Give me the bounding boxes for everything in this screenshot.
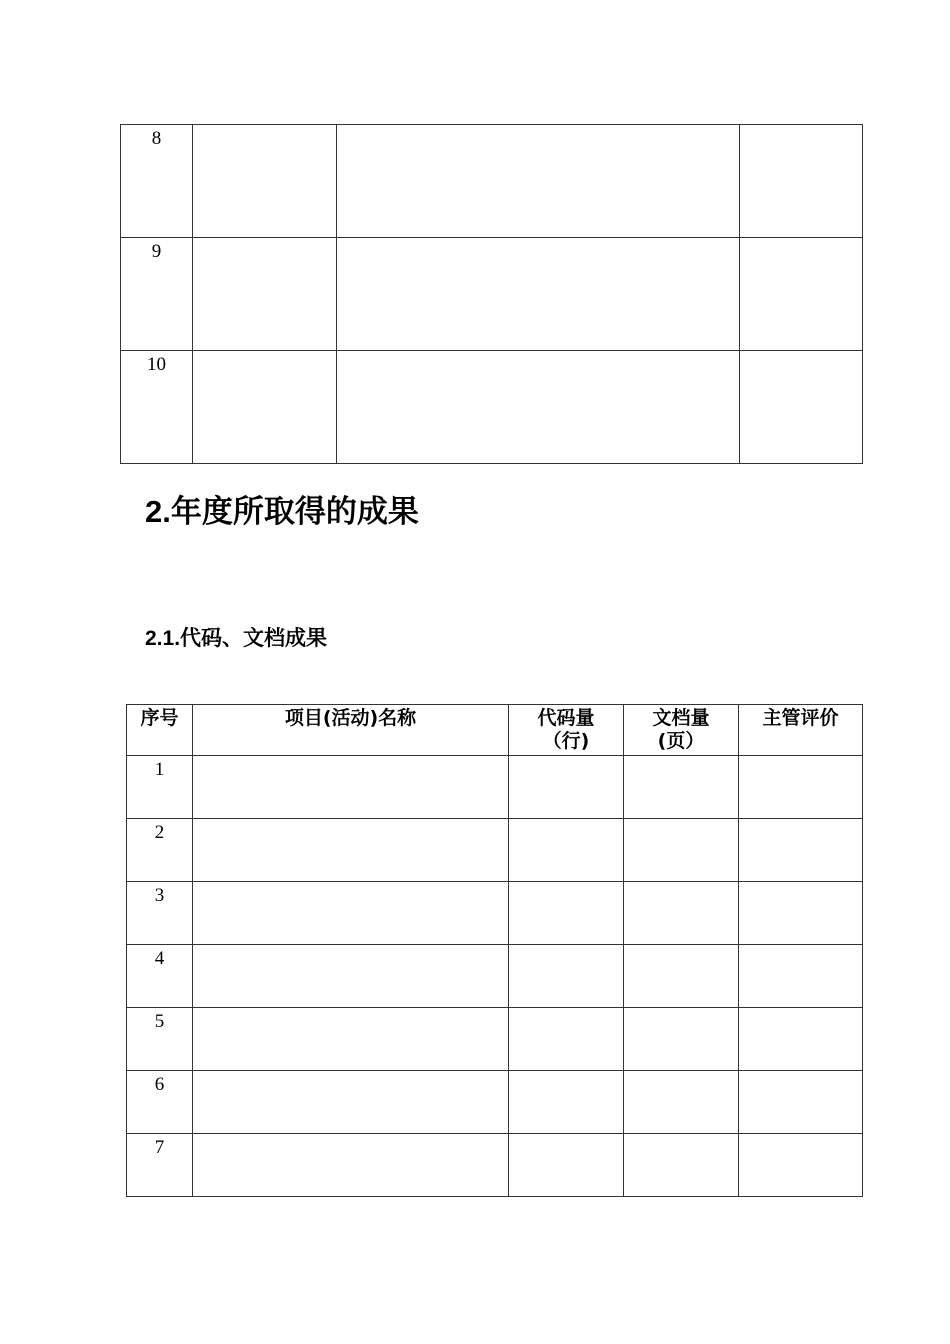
table-row (127, 756, 863, 819)
section-number: 2. (145, 494, 171, 529)
table-cell[interactable] (193, 238, 337, 351)
table-row (121, 125, 863, 238)
table-cell[interactable] (739, 1008, 863, 1071)
table-cell[interactable] (740, 238, 863, 351)
table-cell[interactable] (624, 756, 739, 819)
table-cell[interactable] (509, 882, 624, 945)
row-number: 1 (127, 756, 193, 819)
header-code-line1: 代码量 (537, 707, 595, 729)
table-cell[interactable] (193, 1008, 509, 1071)
subsection-heading (145, 622, 327, 652)
table-cell[interactable] (739, 945, 863, 1008)
table-cell[interactable] (509, 1134, 624, 1197)
table-cell[interactable] (739, 1134, 863, 1197)
row-number: 7 (127, 1134, 193, 1197)
table-cell[interactable] (509, 819, 624, 882)
subsection-title: 代码、文档成果 (180, 626, 328, 650)
row-number: 10 (121, 351, 193, 464)
table-header-row (127, 705, 863, 756)
header-doc (624, 705, 739, 756)
table-cell[interactable] (624, 819, 739, 882)
header-name: 项目(活动)名称 (193, 705, 509, 756)
header-code-line2: （行) (542, 730, 590, 752)
row-number: 6 (127, 1071, 193, 1134)
table-cell[interactable] (740, 351, 863, 464)
table-cell[interactable] (624, 882, 739, 945)
section-title: 年度所取得的成果 (170, 494, 419, 530)
table-row (127, 1071, 863, 1134)
table-cell[interactable] (509, 756, 624, 819)
table-row (127, 945, 863, 1008)
table-row (121, 238, 863, 351)
results-table (126, 704, 863, 1197)
table-cell[interactable] (509, 1008, 624, 1071)
table-cell[interactable] (193, 125, 337, 238)
row-number: 2 (127, 819, 193, 882)
row-number: 5 (127, 1008, 193, 1071)
table-row (127, 819, 863, 882)
table-cell[interactable] (624, 1008, 739, 1071)
section-heading (145, 486, 419, 531)
table-cell[interactable] (193, 351, 337, 464)
table-row (121, 351, 863, 464)
row-number: 9 (121, 238, 193, 351)
table-cell[interactable] (337, 125, 740, 238)
row-number: 4 (127, 945, 193, 1008)
table-cell[interactable] (193, 882, 509, 945)
header-review: 主管评价 (739, 705, 863, 756)
table-cell[interactable] (509, 945, 624, 1008)
table-cell[interactable] (624, 945, 739, 1008)
table-cell[interactable] (193, 819, 509, 882)
table-cell[interactable] (739, 819, 863, 882)
row-number: 3 (127, 882, 193, 945)
table-row (127, 882, 863, 945)
header-doc-line1: 文档量 (652, 707, 710, 729)
subsection-number: 2.1. (145, 627, 181, 650)
table-cell[interactable] (740, 125, 863, 238)
table-row (127, 1008, 863, 1071)
header-no: 序号 (127, 705, 193, 756)
table-row (127, 1134, 863, 1197)
table-cell[interactable] (739, 1071, 863, 1134)
table-cell[interactable] (739, 756, 863, 819)
header-code (509, 705, 624, 756)
table-cell[interactable] (193, 1134, 509, 1197)
table-cell[interactable] (509, 1071, 624, 1134)
row-number: 8 (121, 125, 193, 238)
table-cell[interactable] (624, 1134, 739, 1197)
table-cell[interactable] (193, 756, 509, 819)
table-cell[interactable] (739, 882, 863, 945)
table-cell[interactable] (337, 238, 740, 351)
table-cell[interactable] (193, 945, 509, 1008)
table-cell[interactable] (624, 1071, 739, 1134)
table-cell[interactable] (193, 1071, 509, 1134)
table-cell[interactable] (337, 351, 740, 464)
header-doc-line2: (页） (657, 730, 705, 752)
continued-table (120, 124, 863, 464)
